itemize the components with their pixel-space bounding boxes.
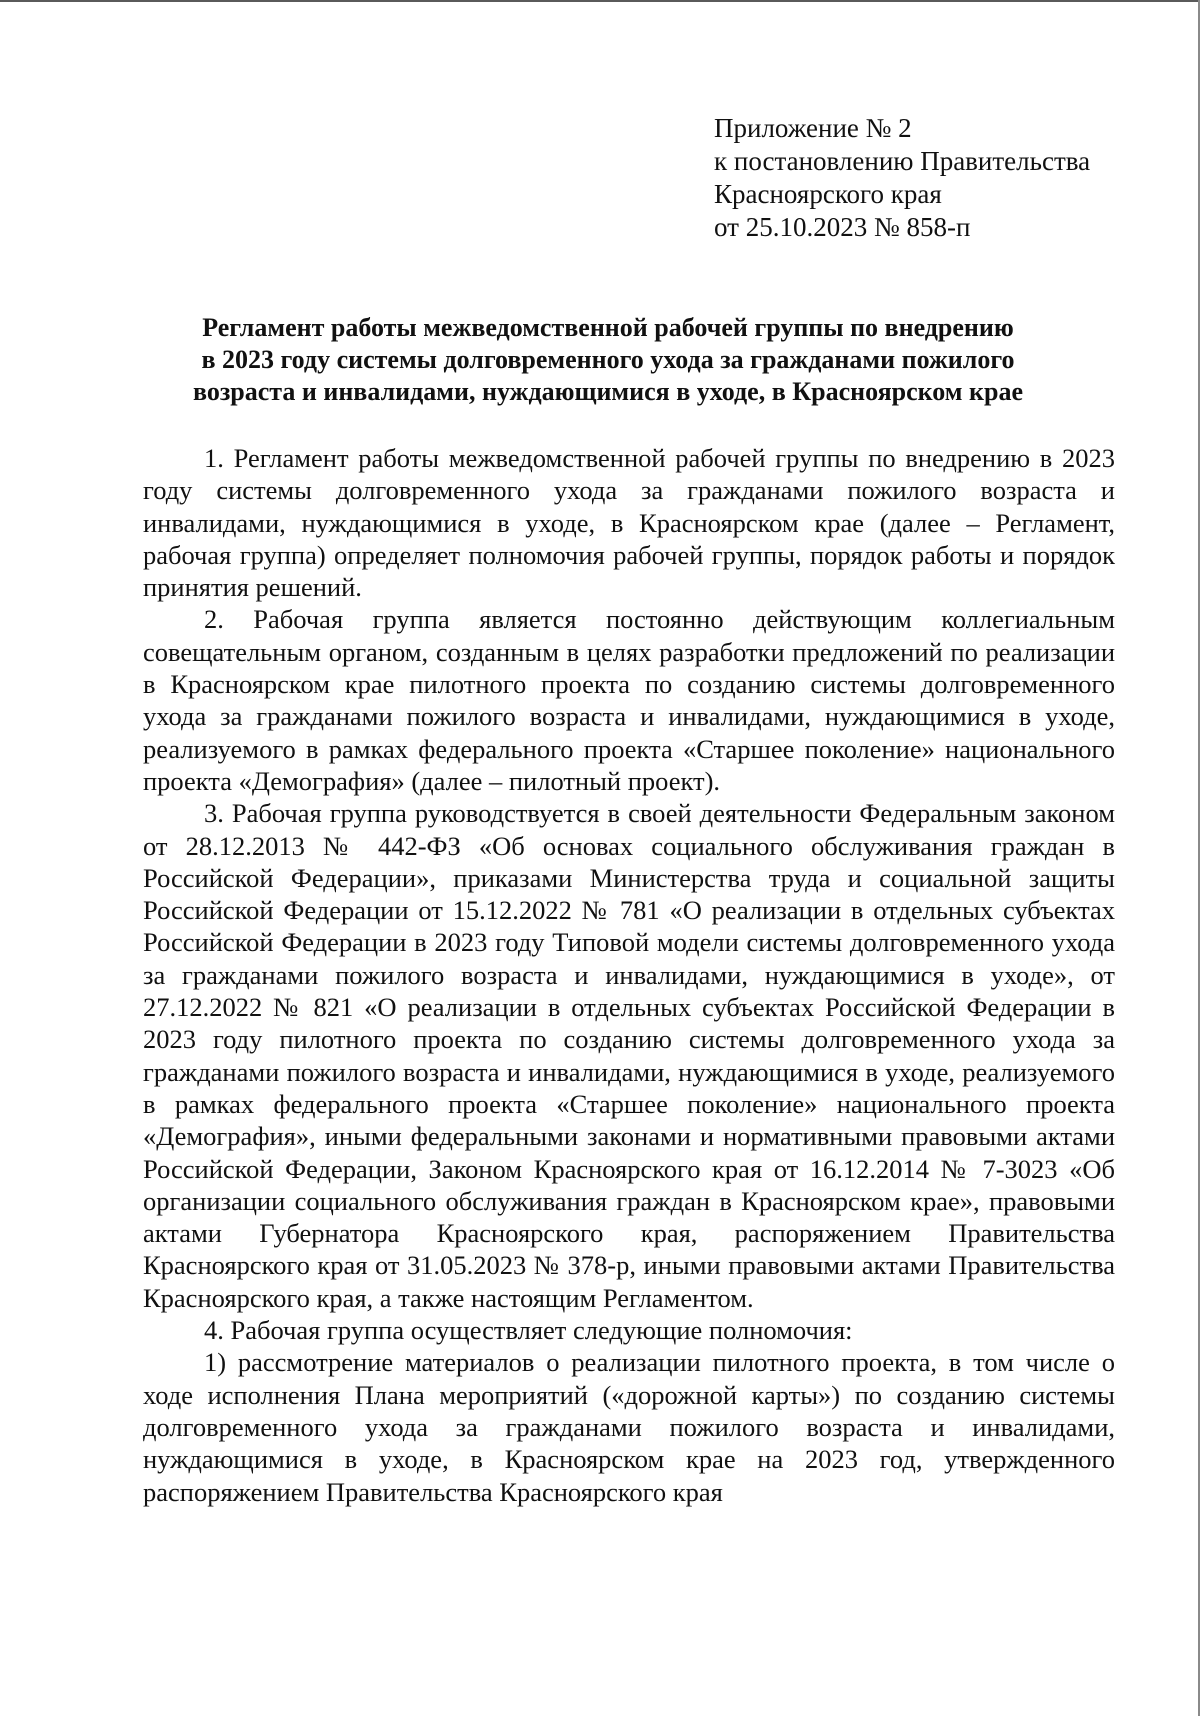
document-title (142, 312, 1074, 408)
title-line: Регламент работы межведомственной рабочей группы по внедрению (202, 313, 1014, 342)
appendix-header (714, 112, 1090, 244)
appendix-number: Приложение № 2 (714, 113, 912, 143)
paragraph-4: 4. Рабочая группа осуществляет следующие полномочия: (204, 1315, 853, 1346)
document-body (143, 442, 1115, 1508)
title-line: в 2023 году системы долговременного ухода за гражданами пожилого (201, 345, 1015, 374)
paragraph-2: 2. Рабочая группа является постоянно действующим коллегиальным совещательным органом, созданным в целях разработки предложений по реализации в Красноярском крае пилотного проекта по созданию системы долговременного ухода за гражданами пожилого возраста и инвалидами, нуждающимися в уходе, реализуемого в рамках федерального проекта «Старшее поколение» национального проекта «Демография» (далее – пилотный проект). (143, 604, 1115, 796)
title-line: возраста и инвалидами, нуждающимися в уходе, в Красноярском крае (192, 377, 1024, 406)
paragraph-4-item-1: 1) рассмотрение материалов о реализации пилотного проекта, в том числе о ходе исполнения Плана мероприятий («дорожной карты») по созданию системы долговременного ухода за гражданами пожилого возраста и инвалидами, нуждающимися в уходе, в Красноярском крае на 2023 год, утвержденного распоряжением Правительства Красноярского края (143, 1347, 1115, 1507)
scan-edge-top (0, 0, 1200, 2)
paragraph-1: 1. Регламент работы межведомственной рабочей группы по внедрению в 2023 году системы долговременного ухода за гражданами пожилого возраста и инвалидами, нуждающимися в уходе, в Красноярском крае (далее – Регламент, рабочая группа) определяет полномочия рабочей группы, порядок работы и порядок принятия решений. (143, 443, 1115, 603)
appendix-region: Красноярского края (714, 179, 942, 209)
paragraph-3: 3. Рабочая группа руководствуется в своей деятельности Федеральным законом от 28.12.2013 № 442-ФЗ «Об основах социального обслуживания граждан в Российской Федерации», приказами Министерства труда и социальной защиты Российской Федерации от 15.12.2022 № 781 «О реализации в отдельных субъектах Российской Федерации в 2023 году Типовой модели системы долговременного ухода за гражданами пожилого возраста и инвалидами, нуждающимися в уходе», от 27.12.2022 № 821 «О реализации в отдельных субъектах Российской Федерации в 2023 году пилотного проекта по созданию системы долговременного ухода за гражданами пожилого возраста и инвалидами, нуждающимися в уходе, реализуемого в рамках федерального проекта «Старшее поколение» национального проекта «Демография», иными федеральными законами и нормативными правовыми актами Российской Федерации, Законом Красноярского края от 16.12.2014 № 7-3023 «Об организации социального обслуживания граждан в Красноярском крае», правовыми актами Губернатора Красноярского края, распоряжением Правительства Красноярского края от 31.05.2023 № 378-р, иными правовыми актами Правительства Красноярского края, а также настоящим Регламентом. (143, 798, 1115, 1313)
appendix-resolution: к постановлению Правительства (714, 146, 1091, 176)
appendix-date: от 25.10.2023 № 858-п (714, 212, 971, 242)
